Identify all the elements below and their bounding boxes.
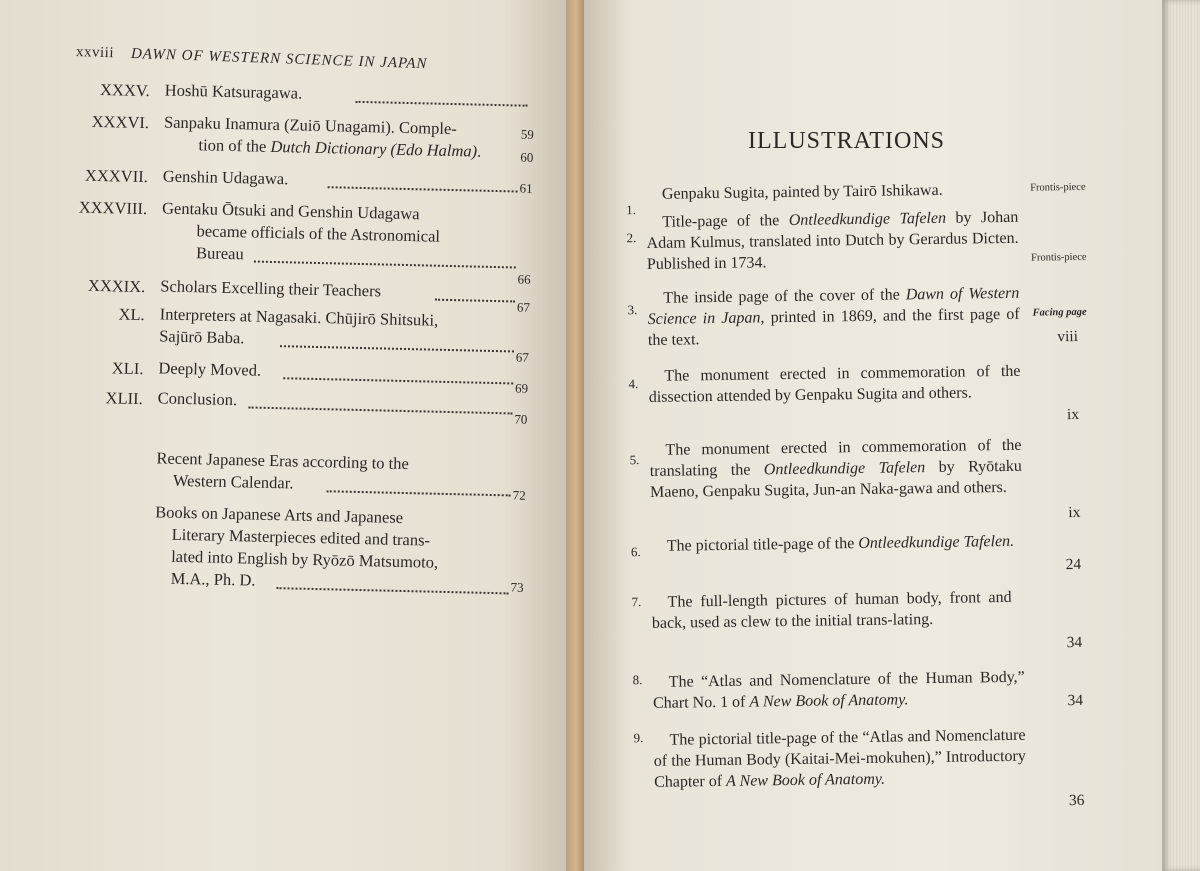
header-title: DAWN OF WESTERN SCIENCE IN JAPAN <box>130 45 428 73</box>
illustration-caption <box>651 531 1023 557</box>
toc-number: XXXVII. <box>84 165 149 187</box>
caption-text: by Ryōtaku Maeno, Genpaku Sugita, Jun-an Naka-gawa and others. <box>649 457 1022 501</box>
caption-text: The pictorial title-page of the <box>666 535 859 555</box>
dot-leader <box>327 490 511 496</box>
caption-italic: Ontleedkundige Tafelen. <box>858 532 1015 553</box>
illustration-caption <box>646 207 1019 275</box>
header-page-number: xxviii <box>75 44 115 62</box>
toc-number: XLII. <box>105 388 143 409</box>
page-edges <box>1162 0 1200 871</box>
dot-leader <box>280 345 514 352</box>
illustration-number: 5. <box>629 452 640 468</box>
toc-number: XXXV. <box>99 80 150 101</box>
toc-page: 60 <box>520 149 534 165</box>
toc-entry-text: Sanpaku Inamura (Zuiō Unagami). Comple- <box>163 112 458 139</box>
toc-entry-text: Scholars Excelling their Teachers <box>160 276 382 301</box>
toc-page: 59 <box>520 126 535 142</box>
illustrations-title: ILLUSTRATIONS <box>748 128 945 154</box>
toc-page: 66 <box>517 271 531 287</box>
caption-text: The pictorial title-page of the “Atlas and Nomenclature of the Human Body (Kaitai-Mei-mokuhen),” Introductory Chapter of <box>653 726 1026 791</box>
toc-entry-text: Hoshū Katsuragawa. <box>164 80 303 103</box>
dot-leader <box>254 261 516 269</box>
appendix-text: Literary Masterpieces edited and trans- <box>171 524 431 550</box>
caption-text: Title-page of the <box>662 211 789 231</box>
illustration-page: 34 <box>1067 691 1084 710</box>
illustration-number: 7. <box>631 594 642 610</box>
toc-number: XXXVIII. <box>78 197 148 219</box>
toc-number: XL. <box>118 304 145 325</box>
caption-text: The monument erected in commemoration of the translating the <box>649 436 1022 480</box>
left-page <box>0 0 572 871</box>
toc-page: 67 <box>516 299 531 315</box>
illustration-number: 8. <box>632 672 643 688</box>
dot-leader <box>435 299 515 303</box>
illustration-page: 24 <box>1065 555 1082 574</box>
toc-entry-text: tion of the <box>198 135 267 156</box>
illustrations-list <box>584 0 1164 871</box>
dot-leader <box>283 377 513 384</box>
illustration-placement: Facing page <box>1032 306 1087 319</box>
dot-leader <box>328 186 518 192</box>
toc-page: 70 <box>514 411 528 427</box>
illustration-number: 4. <box>628 376 639 392</box>
illustration-number: 3. <box>627 302 638 318</box>
toc-number: XLI. <box>111 358 144 379</box>
appendix-text: lated into English by Ryōzō Matsumoto, <box>170 546 439 572</box>
toc-entry-text: Bureau <box>195 243 244 264</box>
toc-entry-text: Interpreters at Nagasaki. Chūjirō Shitsuki, <box>159 304 439 330</box>
appendix-text: M.A., Ph. D. <box>170 568 256 590</box>
toc-number: XXXVI. <box>91 111 150 133</box>
appendix-page: 73 <box>510 579 524 595</box>
caption-italic: Ontleedkundige Tafelen <box>788 209 947 229</box>
toc-entry-text: Deeply Moved. <box>158 358 262 380</box>
caption-text: The “Atlas and Nomenclature of the Human Body,” Chart No. 1 of <box>652 668 1025 712</box>
illustration-caption <box>653 667 1026 714</box>
caption-italic: A New Book of Anatomy. <box>749 691 909 711</box>
right-page <box>584 0 1164 871</box>
toc-entry-text: became officials of the Astronomical <box>196 221 441 246</box>
illustration-number: 2. <box>626 230 637 246</box>
illustration-page: 34 <box>1066 633 1083 652</box>
appendix-text: Recent Japanese Eras according to the <box>156 448 410 474</box>
appendix-text: Western Calendar. <box>172 470 294 493</box>
illustration-caption: Genpaku Sugita, painted by Tairō Ishikawa. <box>661 181 943 203</box>
caption-text: The inside page of the cover of the <box>663 286 906 307</box>
illustration-page: ix <box>1068 503 1081 522</box>
illustration-number: 1. <box>626 202 636 218</box>
toc-page: 69 <box>514 380 529 396</box>
illustration-page: ix <box>1066 405 1080 424</box>
toc-entry-text: Genshin Udagawa. <box>162 166 289 189</box>
illustration-caption <box>647 283 1020 351</box>
toc-entry-text: Sajūrō Baba. <box>158 326 245 348</box>
toc-entry-text: Conclusion. <box>157 388 238 410</box>
toc-entry-italic: Dutch Dictionary (Edo Halma) <box>270 136 478 161</box>
illustration-caption <box>653 725 1026 793</box>
illustration-page: viii <box>1057 327 1079 346</box>
illustration-number: 6. <box>630 544 641 560</box>
toc-entry-text: Gentaku Ōtsuki and Genshin Udagawa <box>161 198 420 224</box>
table-of-contents <box>0 0 572 871</box>
caption-italic: Ontleedkundige Tafelen <box>763 459 926 479</box>
caption-italic: Dawn of Western Science in Japan <box>647 284 1020 328</box>
dot-leader <box>356 101 528 107</box>
illustration-number: 9. <box>633 730 644 746</box>
dot-leader <box>276 587 508 594</box>
illustration-placement: Frontis-piece <box>1031 251 1087 264</box>
illustration-caption <box>649 435 1022 503</box>
caption-italic: A New Book of Anatomy. <box>725 770 886 790</box>
illustration-placement: Frontis-piece <box>1030 181 1086 194</box>
caption-text: , printed in 1869, and the first page of the text. <box>647 305 1020 349</box>
toc-page: 61 <box>519 180 533 196</box>
illustration-caption: The monument erected in commemoration of the dissection attended by Genpaku Sugita and others. <box>648 362 1021 406</box>
toc-entry-trail: . <box>476 141 482 161</box>
illustration-page: 36 <box>1068 791 1085 810</box>
appendix-page: 72 <box>512 487 526 503</box>
appendix-text: Books on Japanese Arts and Japanese <box>155 502 404 527</box>
illustration-caption: The full-length pictures of human body, front and back, used as clew to the initial trans-lating. <box>651 588 1012 632</box>
dot-leader <box>249 406 513 414</box>
caption-text: by Johan Adam Kulmus, translated into Dutch by Gerardus Dicten. Published in 1734. <box>646 208 1019 273</box>
toc-page: 67 <box>515 349 529 365</box>
toc-number: XXXIX. <box>87 275 146 297</box>
